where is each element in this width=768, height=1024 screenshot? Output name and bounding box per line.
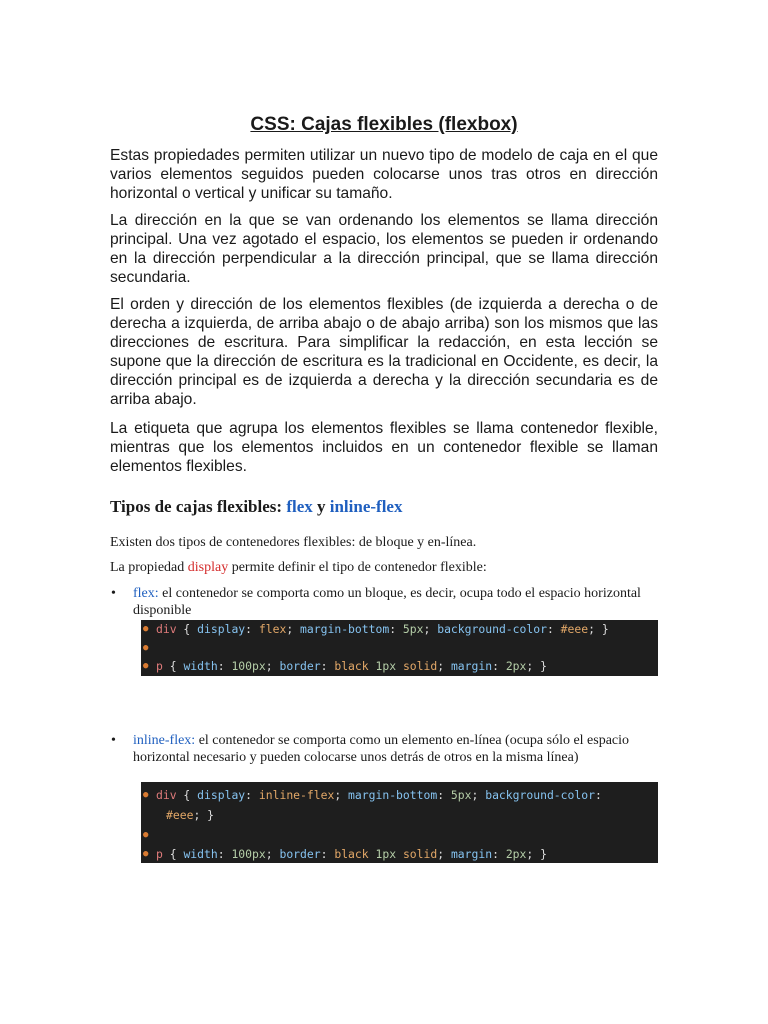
paragraph-intro: Estas propiedades permiten utilizar un nuevo tipo de modelo de caja en el que varios elementos seguidos pueden colocarse unos tras otros en dirección horizontal o vertical y unificar su tamaño.	[110, 147, 658, 202]
line-marker-icon: ●	[143, 830, 149, 840]
heading-and: y	[317, 497, 326, 516]
property-sentence	[110, 560, 487, 576]
heading-inline-flex: inline-flex	[329, 497, 403, 516]
code-block-flex	[141, 620, 658, 676]
code-line: #eee; }	[166, 808, 215, 822]
code-line	[141, 826, 658, 845]
list-text: el contenedor se comporta como un bloque, es decir, ocupa todo el espacio horizontal disponible	[133, 586, 641, 618]
section-intro: Existen dos tipos de contenedores flexibles: de bloque y en-línea.	[110, 535, 477, 550]
list-term: inline-flex:	[133, 733, 196, 748]
code-line: ● p { width: 100px; border: black 1px solid; margin: 2px; }	[141, 657, 658, 676]
paragraph-order: El orden y dirección de los elementos flexibles (de izquierda a derecha o de derecha a izquierda, de arriba abajo o de abajo arriba) son los mismos que las direcciones de escritura. Para simplificar la redacción, en esta lección se supone que la dirección de escritura es la tradicional en Occidente, es decir, la dirección principal es de izquierda a derecha y la dirección secundaria es de arriba abajo.	[110, 296, 658, 408]
bullet-icon: •	[111, 586, 116, 601]
property-before: La propiedad	[110, 560, 185, 575]
property-after: permite definir el tipo de contenedor flexible:	[231, 560, 487, 575]
code-block-inline-flex	[141, 782, 658, 863]
page-title: CSS: Cajas flexibles (flexbox)	[250, 114, 518, 135]
property-name: display	[187, 560, 229, 575]
heading-prefix: Tipos de cajas flexibles:	[110, 497, 283, 516]
code-line: ● div { display: flex; margin-bottom: 5px; background-color: #eee; }	[141, 620, 658, 639]
line-marker-icon: ●	[143, 624, 149, 634]
line-marker-icon: ●	[143, 642, 149, 653]
list-text: el contenedor se comporta como un elemento en-línea (ocupa sólo el espacio horizontal necesario y pueden colocarse unos detrás de otros en la misma línea)	[133, 733, 630, 765]
line-marker-icon: ●	[143, 790, 149, 800]
list-term: flex:	[133, 586, 159, 601]
heading-flex: flex	[286, 497, 313, 516]
paragraph-container: La etiqueta que agrupa los elementos flexibles se llama contenedor flexible, mientras que los elementos incluidos en un contenedor flexible se llaman elementos flexibles.	[110, 420, 658, 475]
bullet-icon: •	[111, 733, 116, 748]
line-marker-icon: ●	[143, 661, 149, 671]
list-item-inline-flex	[111, 733, 658, 766]
line-marker-icon: ●	[143, 848, 149, 859]
code-line: ● div { display: inline-flex; margin-bottom: 5px; background-color:	[141, 782, 658, 804]
paragraph-direction: La dirección en la que se van ordenando los elementos se llama dirección principal. Una vez agotado el espacio, los elementos se pueden ir ordenando en la dirección perpendicular a la dirección principal, que se llama dirección secundaria.	[110, 212, 658, 286]
code-line: ● p { width: 100px; border: black 1px solid; margin: 2px; }	[141, 845, 658, 864]
code-line	[141, 639, 658, 658]
list-item-flex	[111, 586, 658, 619]
section-heading	[110, 497, 402, 517]
